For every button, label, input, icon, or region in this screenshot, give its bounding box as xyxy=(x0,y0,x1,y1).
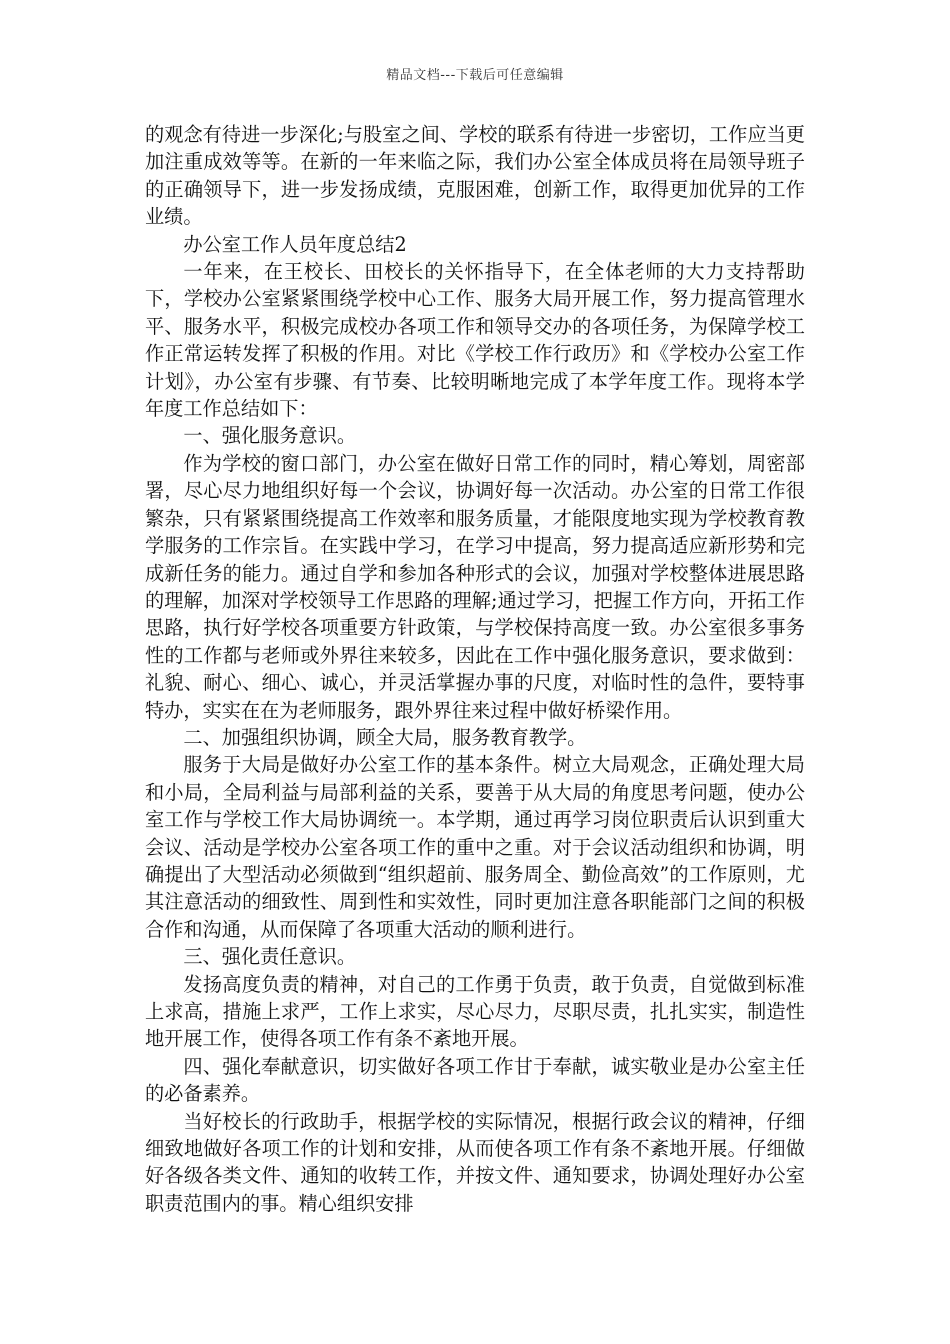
paragraph: 服务于大局是做好办公室工作的基本条件。树立大局观念，正确处理大局和小局，全局利益与局部利益的关系，要善于从大局的角度思考问题，使办公室工作与学校工作大局协调统一。本学期，通过再学习岗位职责后认识到重大会议、活动是学校办公室各项工作的重中之重。对于会议活动组织和协调，明确提出了大型活动必须做到“组织超前、服务周全、勤俭高效”的工作原则，尤其注意活动的细致性、周到性和实效性，同时更加注意各职能部门之间的积极合作和沟通，从而保障了各项重大活动的顺利进行。 xyxy=(145,753,805,941)
paragraph: 的观念有待进一步深化;与股室之间、学校的联系有待进一步密切，工作应当更加注重成效等等。在新的一年来临之际，我们办公室全体成员将在局领导班子的正确领导下，进一步发扬成绩，克服困难，创新工作，取得更加优异的工作业绩。 xyxy=(145,123,805,229)
section-heading: 三、强化责任意识。 xyxy=(183,945,357,969)
paragraph: 发扬高度负责的精神，对自己的工作勇于负责，敢于负责，自觉做到标准上求高，措施上求严，工作上求实，尽心尽力，尽职尽责，扎扎实实，制造性地开展工作，使得各项工作有条不紊地开展。 xyxy=(145,972,805,1051)
document-body xyxy=(145,121,805,1217)
section-heading: 一、强化服务意识。 xyxy=(183,424,357,448)
section-heading: 四、强化奉献意识，切实做好各项工作甘于奉献，诚实敬业是办公室主任的必备素养。 xyxy=(145,1054,805,1106)
paragraph: 当好校长的行政助手，根据学校的实际情况，根据行政会议的精神，仔细细致地做好各项工作的计划和安排，从而使各项工作有条不紊地开展。仔细做好各级各类文件、通知的收转工作，并按文件、通知要求，协调处理好办公室职责范围内的事。精心组织安排 xyxy=(145,1109,805,1215)
paragraph: 作为学校的窗口部门，办公室在做好日常工作的同时，精心筹划，周密部署，尽心尽力地组织好每一个会议，协调好每一次活动。办公室的日常工作很繁杂，只有紧紧围绕提高工作效率和服务质量，才能限度地实现为学校教育教学服务的工作宗旨。在实践中学习，在学习中提高，努力提高适应新形势和完成新任务的能力。通过自学和参加各种形式的会议，加强对学校整体进展思路的理解，加深对学校领导工作思路的理解;通过学习，把握工作方向，开拓工作思路，执行好学校各项重要方针政策，与学校保持高度一致。办公室很多事务性的工作都与老师或外界往来较多，因此在工作中强化服务意识，要求做到：礼貌、耐心、细心、诚心，并灵活掌握办事的尺度，对临时性的急件，要特事特办，实实在在为老师服务，跟外界往来过程中做好桥梁作用。 xyxy=(145,451,805,722)
page-header: 精品文档---下载后可任意编辑 xyxy=(386,68,564,83)
paragraph: 一年来，在王校长、田校长的关怀指导下，在全体老师的大力支持帮助下，学校办公室紧紧围绕学校中心工作、服务大局开展工作，努力提高管理水平、服务水平，积极完成校办各项工作和领导交办的各项任务，为保障学校工作正常运转发挥了积极的作用。对比《学校工作行政历》和《学校办公室工作计划》，办公室有步骤、有节奏、比较明晰地完成了本学年度工作。现将本学年度工作总结如下： xyxy=(145,260,805,421)
section-heading: 二、加强组织协调，顾全大局，服务教育教学。 xyxy=(183,725,587,749)
section-heading: 办公室工作人员年度总结2 xyxy=(183,232,407,256)
